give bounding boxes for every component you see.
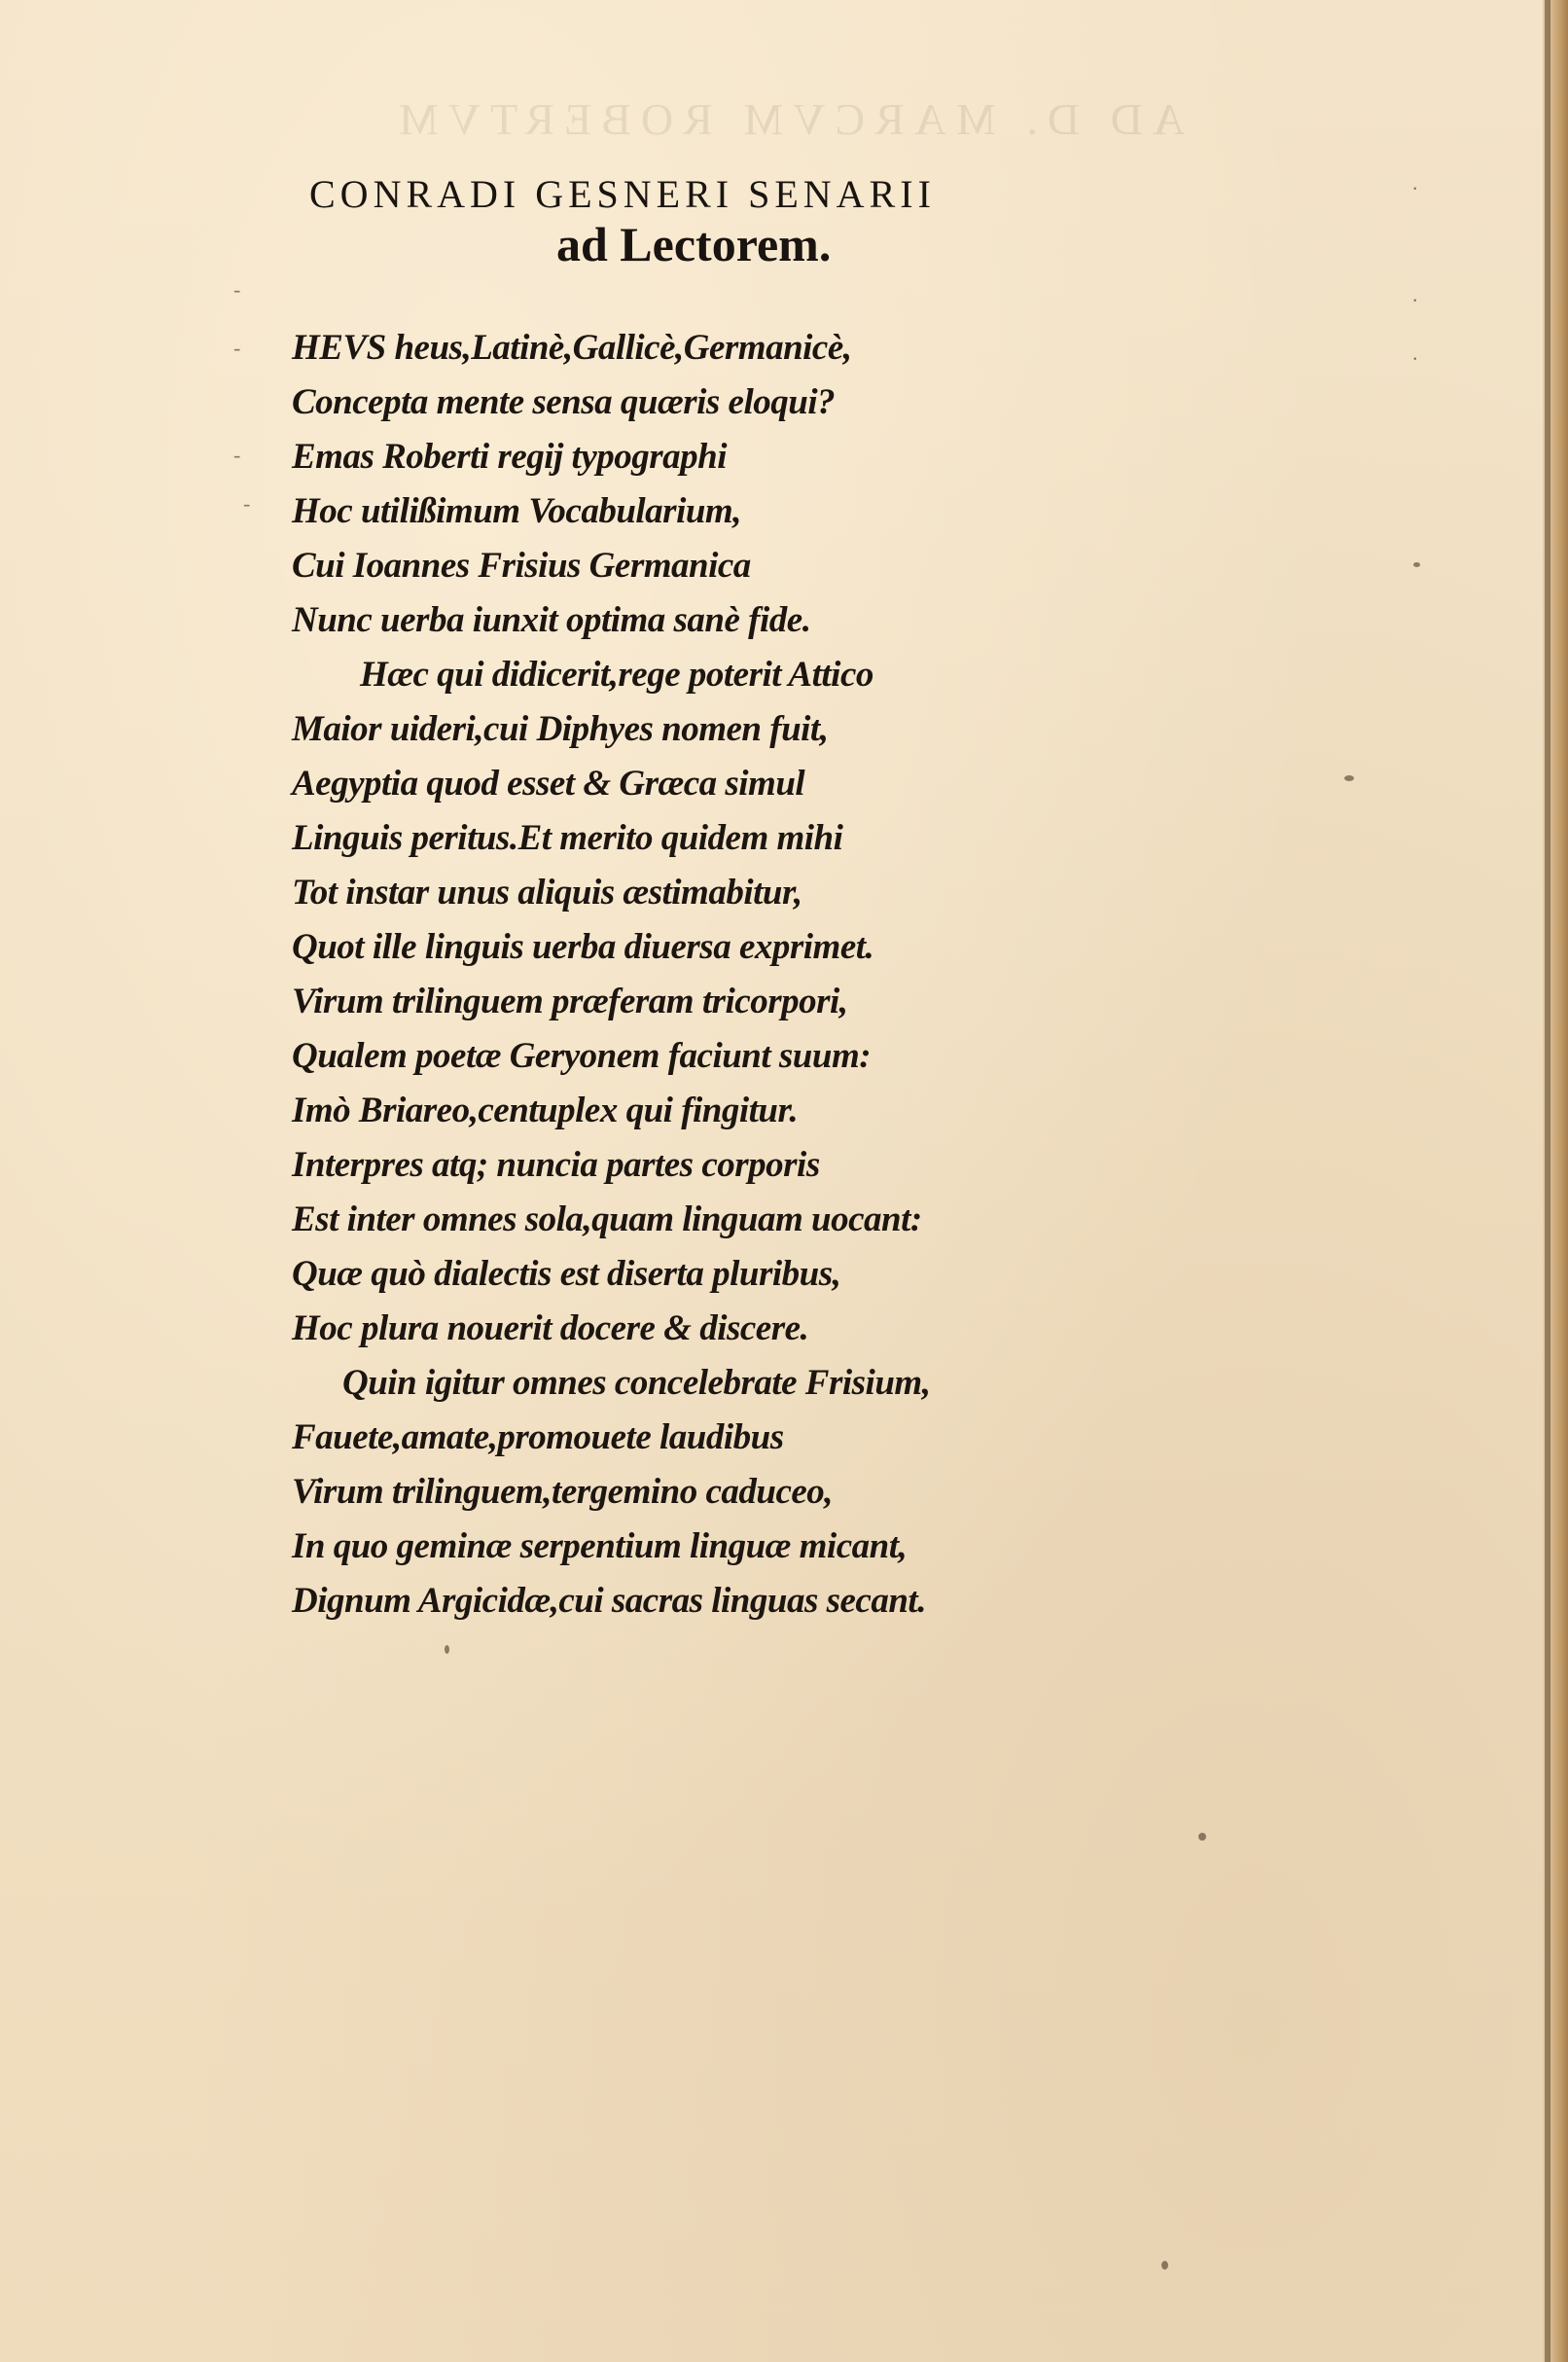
poem-line: Hæc qui didicerit,rege poterit Attico <box>360 655 873 695</box>
poem-line: In quo geminæ serpentium linguæ micant, <box>292 1526 908 1566</box>
margin-mark: . <box>1412 282 1418 306</box>
margin-mark: - <box>233 443 241 467</box>
page-header <box>309 171 1097 217</box>
poem-line: Hoc plura nouerit docere & discere. <box>292 1308 809 1348</box>
poem-line: Concepta mente sensa quæris eloqui? <box>292 382 836 422</box>
poem-line: Dignum Argicidæ,cui sacras linguas secant. <box>292 1581 926 1621</box>
poem-line: Nunc uerba iunxit optima sanè fide. <box>292 600 811 640</box>
bleed-through-text: AD D. MARCVM ROBERTVM <box>389 94 1186 144</box>
margin-mark: . <box>1412 170 1418 195</box>
poem-line: Linguis peritus.Et merito quidem mihi <box>292 818 843 858</box>
poem-line: Est inter omnes sola,quam linguam uocant: <box>292 1199 922 1239</box>
header-text: CONRADI GESNERI SENARII <box>309 172 936 216</box>
margin-mark: - <box>233 277 241 302</box>
ink-speck <box>1198 1833 1206 1841</box>
margin-mark: . <box>1412 340 1418 365</box>
poem-line: Qualem poetæ Geryonem faciunt suum: <box>292 1036 872 1076</box>
poem-line: Fauete,amate,promouete laudibus <box>292 1417 784 1457</box>
poem-line: Quin igitur omnes concelebrate Frisium, <box>342 1363 931 1403</box>
poem-line: Imò Briareo,centuplex qui fingitur. <box>292 1091 799 1130</box>
poem-line: HEVS heus,Latinè,Gallicè,Germanicè, <box>292 328 852 368</box>
margin-mark: - <box>233 336 241 360</box>
page-subheading: ad Lectorem. <box>556 217 832 271</box>
poem-line: Quot ille linguis uerba diuersa exprimet. <box>292 927 874 967</box>
poem-line: Emas Roberti regij typographi <box>292 437 728 477</box>
gutter-shadow <box>1545 0 1550 2362</box>
poem-line: Quæ quò dialectis est diserta pluribus, <box>292 1254 841 1294</box>
poem-line: Virum trilinguem,tergemino caduceo, <box>292 1472 834 1512</box>
ink-speck <box>1161 2261 1168 2270</box>
poem-line: Maior uideri,cui Diphyes nomen fuit, <box>292 709 829 749</box>
poem-line: Aegyptia quod esset & Græca simul <box>292 764 805 804</box>
ink-speck <box>445 1645 449 1654</box>
poem-line: Hoc utilißimum Vocabularium, <box>292 491 741 531</box>
poem-line: Virum trilinguem præferam tricorpori, <box>292 982 848 1021</box>
poem-line: Cui Ioannes Frisius Germanica <box>292 546 751 586</box>
poem-block <box>292 321 1070 1628</box>
poem-line: Tot instar unus aliquis æstimabitur, <box>292 873 802 913</box>
ink-speck <box>1344 775 1354 781</box>
ink-speck <box>1413 562 1420 567</box>
poem-line: Interpres atq; nuncia partes corporis <box>292 1145 820 1185</box>
margin-mark: - <box>243 491 251 516</box>
